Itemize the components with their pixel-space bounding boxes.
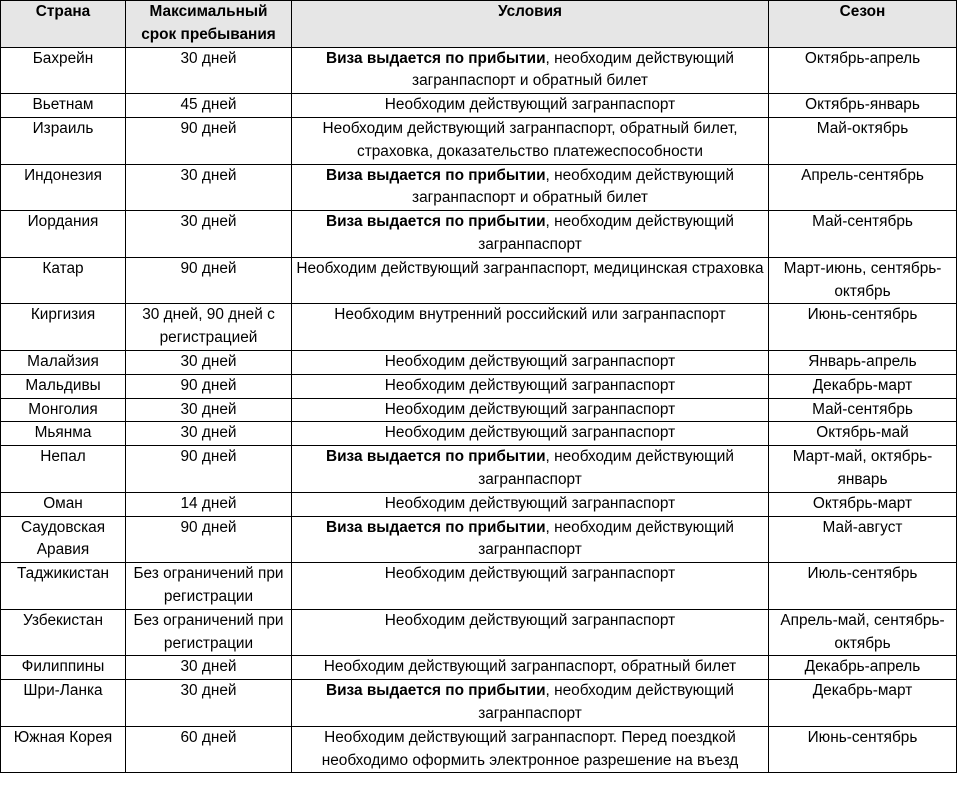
cell-conditions <box>292 422 769 446</box>
header-row <box>1 1 957 48</box>
cell-season: Май-август <box>769 516 957 563</box>
cell-country: Оман <box>1 492 126 516</box>
table-row <box>1 516 957 563</box>
cell-season: Октябрь-январь <box>769 94 957 118</box>
table-row <box>1 117 957 164</box>
conditions-bold-text: Виза выдается по прибытии <box>325 166 546 184</box>
cell-conditions <box>292 374 769 398</box>
header-country: Страна <box>1 1 126 48</box>
table-row <box>1 164 957 211</box>
conditions-bold-text: Виза выдается по прибытии <box>325 448 546 466</box>
cell-country: Филиппины <box>1 656 126 680</box>
cell-conditions <box>292 304 769 351</box>
cell-max-stay: 45 дней <box>126 94 292 118</box>
cell-max-stay: 30 дней <box>126 47 292 94</box>
conditions-text: Необходим действующий загранпаспорт <box>384 494 676 512</box>
conditions-bold-text: Виза выдается по прибытии <box>325 213 546 231</box>
cell-season: Март-июнь, сентябрь-октябрь <box>769 257 957 304</box>
table-row <box>1 398 957 422</box>
conditions-text: Необходим действующий загранпаспорт <box>384 400 676 418</box>
table-row <box>1 304 957 351</box>
cell-conditions <box>292 47 769 94</box>
table-row <box>1 422 957 446</box>
cell-country: Мальдивы <box>1 374 126 398</box>
table-header <box>1 1 957 48</box>
cell-country: Индонезия <box>1 164 126 211</box>
conditions-text: Необходим действующий загранпаспорт, обратный билет, страховка, доказательство платежеспособности <box>322 119 738 160</box>
cell-conditions <box>292 609 769 656</box>
cell-season: Июнь-сентябрь <box>769 304 957 351</box>
cell-season: Июль-сентябрь <box>769 563 957 610</box>
table-body <box>1 47 957 773</box>
conditions-text: , необходим действующий загранпаспорт и обратный билет <box>412 49 734 90</box>
cell-country: Малайзия <box>1 350 126 374</box>
cell-max-stay: 90 дней <box>126 446 292 493</box>
cell-country: Вьетнам <box>1 94 126 118</box>
cell-season: Январь-апрель <box>769 350 957 374</box>
conditions-bold-text: Виза выдается по прибытии <box>325 49 546 67</box>
conditions-text: Необходим действующий загранпаспорт <box>384 611 676 629</box>
conditions-text: , необходим действующий загранпаспорт <box>478 518 734 559</box>
cell-conditions <box>292 680 769 727</box>
header-conditions: Условия <box>292 1 769 48</box>
cell-season: Октябрь-март <box>769 492 957 516</box>
header-max-stay: Максимальный срок пребывания <box>126 1 292 48</box>
cell-country: Иордания <box>1 211 126 258</box>
cell-country: Узбекистан <box>1 609 126 656</box>
cell-season: Октябрь-май <box>769 422 957 446</box>
cell-season: Декабрь-апрель <box>769 656 957 680</box>
header-season: Сезон <box>769 1 957 48</box>
cell-season: Май-сентябрь <box>769 398 957 422</box>
cell-season: Март-май, октябрь-январь <box>769 446 957 493</box>
table-row <box>1 257 957 304</box>
cell-conditions <box>292 516 769 563</box>
table-row <box>1 47 957 94</box>
cell-season: Декабрь-март <box>769 680 957 727</box>
cell-country: Таджикистан <box>1 563 126 610</box>
cell-max-stay: 60 дней <box>126 726 292 773</box>
cell-max-stay: Без ограничений при регистрации <box>126 609 292 656</box>
table-row <box>1 656 957 680</box>
cell-conditions <box>292 164 769 211</box>
cell-conditions <box>292 563 769 610</box>
cell-conditions <box>292 656 769 680</box>
cell-max-stay: 30 дней <box>126 164 292 211</box>
cell-max-stay: 30 дней <box>126 656 292 680</box>
cell-country: Непал <box>1 446 126 493</box>
conditions-text: Необходим действующий загранпаспорт. Перед поездкой необходимо оформить электронное разрешение на въезд <box>321 728 739 769</box>
conditions-text: , необходим действующий загранпаспорт <box>478 213 734 253</box>
cell-max-stay: 30 дней, 90 дней с регистрацией <box>126 304 292 351</box>
table-row <box>1 726 957 773</box>
conditions-text: Необходим действующий загранпаспорт <box>384 424 676 442</box>
cell-country: Киргизия <box>1 304 126 351</box>
conditions-text: , необходим действующий загранпаспорт и обратный билет <box>412 166 734 207</box>
table-row <box>1 492 957 516</box>
cell-country: Южная Корея <box>1 726 126 773</box>
cell-max-stay: 30 дней <box>126 398 292 422</box>
conditions-text: , необходим действующий загранпаспорт <box>478 682 734 722</box>
cell-conditions <box>292 211 769 258</box>
conditions-text: Необходим действующий загранпаспорт, медицинская страховка <box>296 259 764 277</box>
cell-conditions <box>292 350 769 374</box>
cell-conditions <box>292 398 769 422</box>
cell-conditions <box>292 446 769 493</box>
cell-max-stay: 30 дней <box>126 422 292 446</box>
cell-conditions <box>292 257 769 304</box>
cell-conditions <box>292 726 769 773</box>
table-row <box>1 350 957 374</box>
table-row <box>1 446 957 493</box>
cell-max-stay: 90 дней <box>126 374 292 398</box>
conditions-text: Необходим действующий загранпаспорт <box>384 376 676 394</box>
table-row <box>1 609 957 656</box>
cell-country: Монголия <box>1 398 126 422</box>
cell-conditions <box>292 117 769 164</box>
cell-country: Шри-Ланка <box>1 680 126 727</box>
cell-country: Катар <box>1 257 126 304</box>
table-row <box>1 563 957 610</box>
cell-max-stay: 90 дней <box>126 516 292 563</box>
cell-max-stay: 30 дней <box>126 680 292 727</box>
conditions-text: Необходим действующий загранпаспорт <box>384 96 676 114</box>
table-row <box>1 680 957 727</box>
cell-season: Май-сентябрь <box>769 211 957 258</box>
cell-season: Апрель-сентябрь <box>769 164 957 211</box>
cell-conditions <box>292 492 769 516</box>
cell-max-stay: 30 дней <box>126 211 292 258</box>
cell-season: Декабрь-март <box>769 374 957 398</box>
conditions-text: Необходим внутренний российский или загранпаспорт <box>334 306 726 324</box>
cell-max-stay: 30 дней <box>126 350 292 374</box>
table-row <box>1 374 957 398</box>
cell-country: Мьянма <box>1 422 126 446</box>
cell-country: Саудовская Аравия <box>1 516 126 563</box>
cell-country: Израиль <box>1 117 126 164</box>
table-row <box>1 211 957 258</box>
cell-country: Бахрейн <box>1 47 126 94</box>
conditions-text: Необходим действующий загранпаспорт <box>384 565 676 583</box>
cell-max-stay: 90 дней <box>126 117 292 164</box>
cell-max-stay: 90 дней <box>126 257 292 304</box>
table-row <box>1 94 957 118</box>
conditions-bold-text: Виза выдается по прибытии <box>325 682 546 700</box>
cell-season: Май-октябрь <box>769 117 957 164</box>
conditions-text: Необходим действующий загранпаспорт <box>384 352 676 370</box>
cell-season: Октябрь-апрель <box>769 47 957 94</box>
conditions-bold-text: Виза выдается по прибытии <box>325 518 546 536</box>
cell-max-stay: 14 дней <box>126 492 292 516</box>
conditions-text: , необходим действующий загранпаспорт <box>478 448 734 488</box>
conditions-text: Необходим действующий загранпаспорт, обратный билет <box>323 658 737 676</box>
cell-season: Июнь-сентябрь <box>769 726 957 773</box>
cell-season: Апрель-май, сентябрь-октябрь <box>769 609 957 656</box>
cell-max-stay: Без ограничений при регистрации <box>126 563 292 610</box>
cell-conditions <box>292 94 769 118</box>
